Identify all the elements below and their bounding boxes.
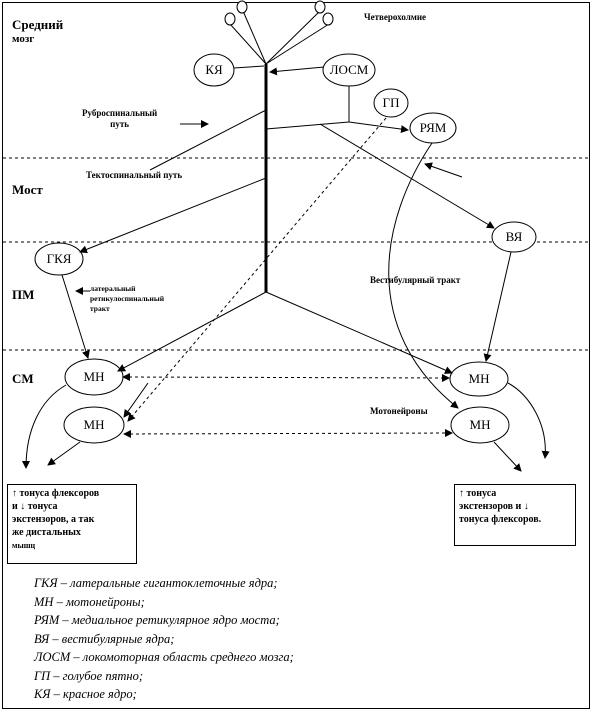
left-effect-line5: мышц [12,541,36,550]
left-effect-box [7,484,137,564]
right-effect-line3: тонуса флексоров. [459,514,542,525]
left-effect-line3: экстензоров, а так [12,514,95,525]
left-effect-line2: и ↓ тонуса [12,501,58,512]
level-midbrain-line2: мозг [12,33,35,45]
node-vya: ВЯ [505,229,523,244]
legend-item: КЯ – красное ядро; [34,687,137,701]
legend-item: ГП – голубое пятно; [34,668,144,683]
legend-item: МН – мотонейроны; [34,594,145,609]
right-effect-line2: экстензоров и ↓ [459,501,529,512]
label-rubrospinal-line1: Руброспинальный [82,108,158,118]
legend-item: ГКЯ – латеральные гигантоклеточные ядра; [34,576,278,590]
label-quadrigemina: Четверохолмие [364,12,427,22]
legend [34,574,294,704]
left-effect-line1: ↑ тонуса флексоров [12,488,100,499]
level-pons: Мост [12,182,43,197]
node-mn-right-bottom: МН [469,417,491,432]
label-reticulospinal-line1: латеральный [90,284,136,293]
level-dividers [3,158,590,350]
node-losm: ЛОСМ [329,62,369,77]
level-medulla: ПМ [12,287,35,302]
right-effect-line1: ↑ тонуса [459,488,497,499]
right-effect-box [454,484,576,546]
level-midbrain-line1: Средний [12,17,64,32]
label-rubrospinal-line2: путь [110,119,130,129]
node-gkya: ГКЯ [46,251,72,266]
quadrigemina-symbol [225,1,333,64]
label-reticulospinal [90,284,164,314]
legend-item: ЛОСМ – локомоторная область среднего мозга; [34,650,294,664]
label-reticulospinal-line3: тракт [90,304,110,313]
node-kya: КЯ [205,62,223,77]
label-motoneurons: Мотонейроны [370,406,428,416]
node-gp: ГП [382,95,400,110]
level-midbrain [12,18,63,46]
left-effect-line4: же дистальных [12,527,81,538]
node-ryam: РЯМ [419,120,447,135]
level-spinal: СМ [12,371,34,386]
label-vestibular: Вестибулярный тракт [370,275,461,285]
legend-item: РЯМ – медиальное ретикулярное ядро моста; [34,613,280,627]
label-reticulospinal-line2: ретикулоспинальный [90,294,165,303]
label-rubrospinal [82,108,157,130]
label-tectospinal: Тектоспинальный путь [86,170,183,180]
node-mn-right-top: МН [468,371,490,386]
node-mn-left-bottom: МН [83,417,105,432]
legend-item: ВЯ – вестибулярные ядра; [34,631,175,646]
node-mn-left-top: МН [83,369,105,384]
